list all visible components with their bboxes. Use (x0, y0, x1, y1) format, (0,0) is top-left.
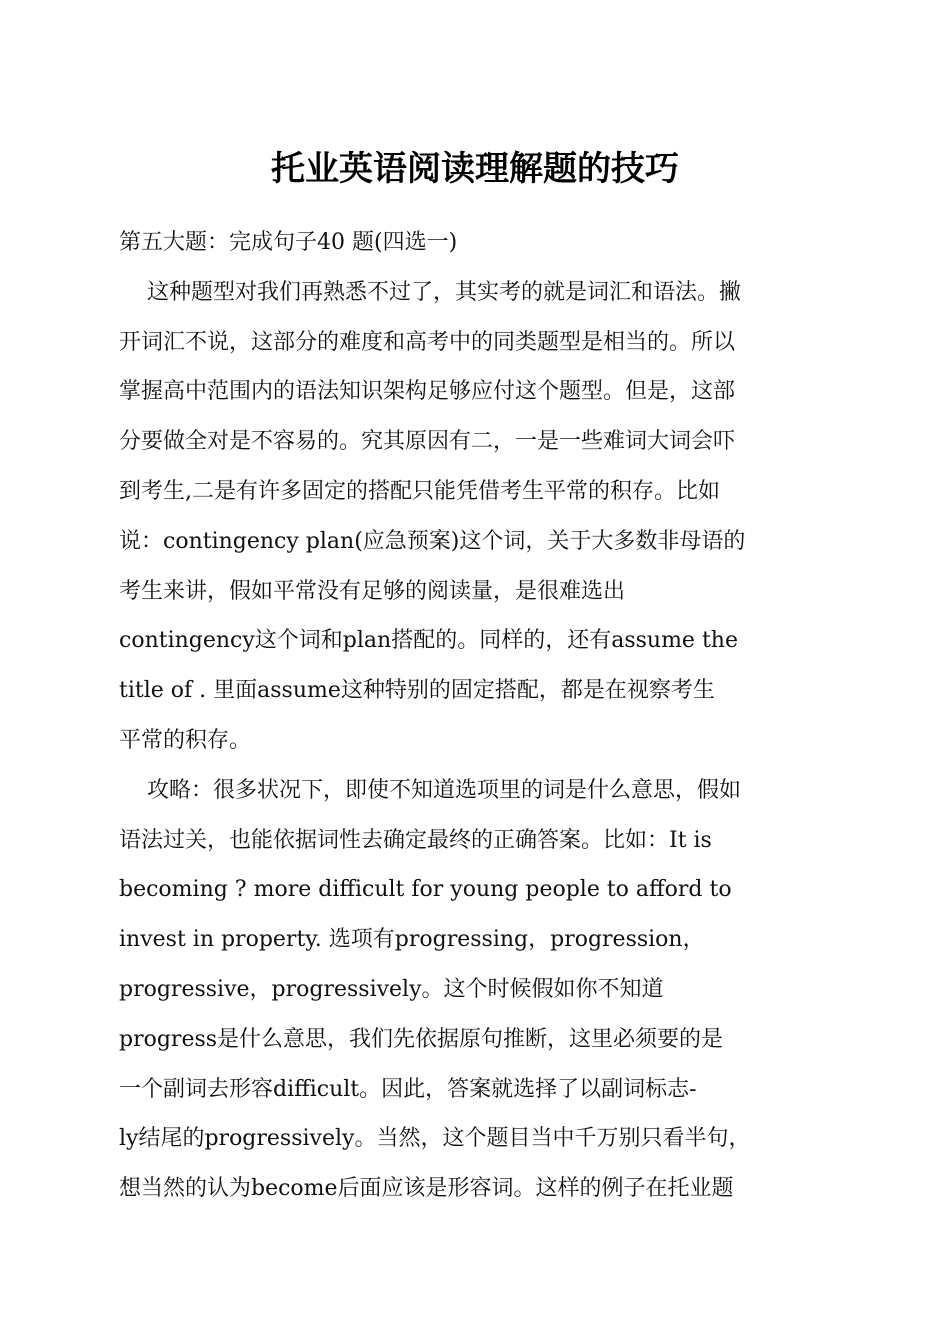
paragraph-line: progress是什么意思，我们先依据原句推断，这里必须要的是 (119, 1026, 724, 1052)
paragraph-line: 平常的积存。 (119, 727, 252, 753)
paragraph-line: progressive，progressively。这个时候假如你不知道 (119, 976, 664, 1002)
paragraph-line: becoming ? more difficult for young people to afford to (119, 877, 732, 903)
paragraph-line: contingency这个词和plan搭配的。同样的，还有assume the (119, 628, 738, 654)
paragraph-line: 到考生,二是有许多固定的搭配只能凭借考生平常的积存。比如 (119, 478, 720, 504)
paragraph-line: 攻略：很多状况下，即使不知道选项里的词是什么意思，假如 (147, 777, 742, 803)
paragraph-line: title of . 里面assume这种特别的固定搭配，都是在视察考生 (119, 678, 715, 704)
section-heading: 第五大题：完成句子40 题(四选一) (119, 230, 458, 255)
paragraph-line: 考生来讲，假如平常没有足够的阅读量，是很难选出 (119, 578, 626, 604)
paragraph-line: 想当然的认为become后面应该是形容词。这样的例子在托业题 (119, 1176, 734, 1202)
paragraph-line: 这种题型对我们再熟悉不过了，其实考的就是词汇和语法。撇 (147, 279, 742, 305)
paragraph-line: 开词汇不说，这部分的难度和高考中的同类题型是相当的。所以 (119, 329, 736, 355)
paragraph-line: ly结尾的progressively。当然，这个题目当中千万别只看半句， (119, 1126, 751, 1152)
document-body (119, 218, 841, 1214)
paragraph-line: 掌握高中范围内的语法知识架构足够应付这个题型。但是，这部 (119, 379, 736, 405)
paragraph-line: invest in property. 选项有progressing，progression， (119, 927, 705, 953)
paragraph-line: 一个副词去形容difficult。因此，答案就选择了以副词标志- (119, 1076, 697, 1102)
paragraph-line: 语法过关，也能依据词性去确定最终的正确答案。比如：It is (119, 827, 712, 853)
paragraph-line: 分要做全对是不容易的。究其原因有二，一是一些难词大词会吓 (119, 429, 736, 455)
paragraph-line: 说：contingency plan(应急预案)这个词，关于大多数非母语的 (119, 528, 746, 554)
document-title: 托业英语阅读理解题的技巧 (271, 149, 679, 189)
